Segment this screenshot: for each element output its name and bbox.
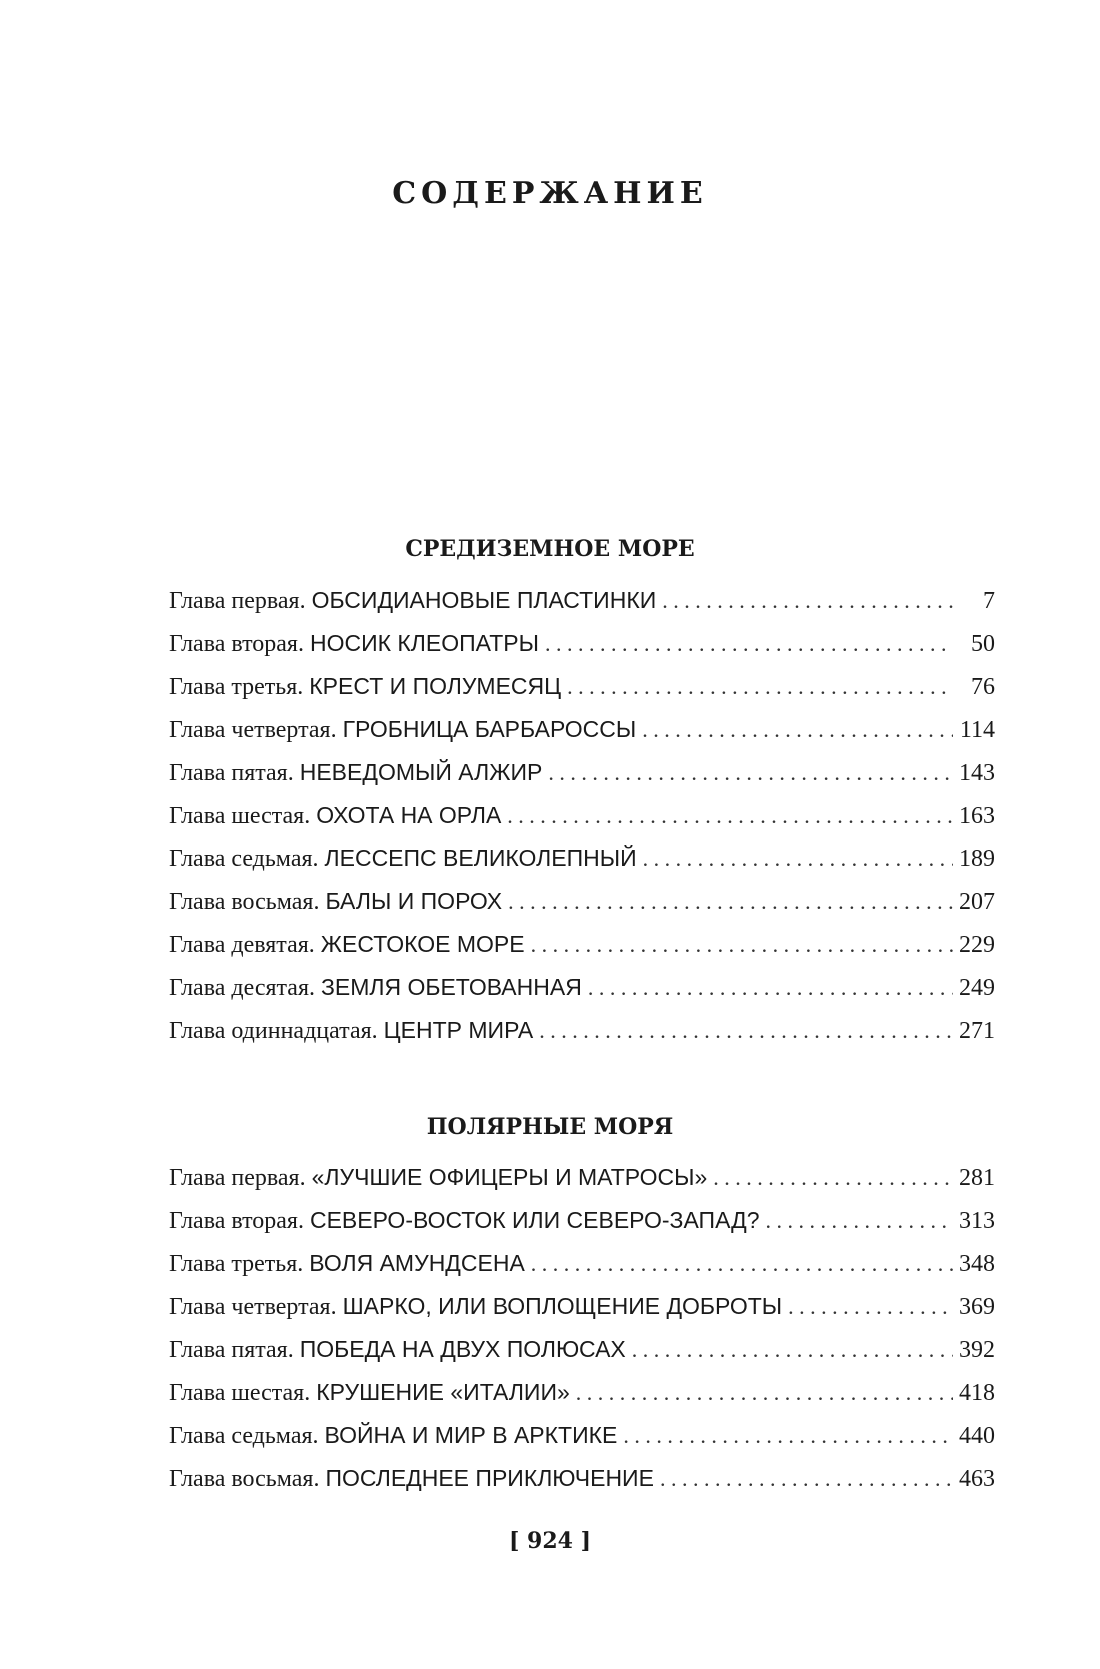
toc-entry[interactable] [169,587,995,630]
dot-leader [545,631,953,657]
page-number: 463 [959,1466,995,1492]
chapter-number: Глава третья. [169,1251,304,1277]
chapter-title: СЕВЕРО-ВОСТОК ИЛИ СЕВЕРО-ЗАПАД? [309,1207,760,1233]
dot-leader [531,932,953,958]
chapter-title: ЖЕСТОКОЕ МОРЕ [320,931,525,957]
chapter-number: Глава вторая. [169,1208,304,1234]
page-number: 143 [959,760,995,786]
chapter-title: КРЕСТ И ПОЛУМЕСЯЦ [309,673,562,699]
dot-leader [576,1380,953,1406]
toc-entry[interactable] [169,630,995,673]
chapter-title: ГРОБНИЦА БАРБАРОССЫ [342,716,637,742]
dot-leader [662,588,953,614]
dot-leader [642,717,953,743]
chapter-number: Глава девятая. [169,932,315,958]
toc-list-mediterranean [169,587,995,1060]
chapter-title: ПОСЛЕДНЕЕ ПРИКЛЮЧЕНИЕ [325,1465,654,1491]
chapter-number: Глава восьмая. [169,889,320,915]
chapter-number: Глава пятая. [169,760,294,786]
toc-list-polar [169,1164,995,1508]
chapter-number: Глава седьмая. [169,846,319,872]
chapter-title: ЛЕССЕПС ВЕЛИКОЛЕПНЫЙ [324,845,637,871]
dot-leader [632,1337,953,1363]
toc-entry[interactable] [169,802,995,845]
page-number: 348 [959,1251,995,1277]
dot-leader [539,1018,953,1044]
toc-entry[interactable] [169,1293,995,1336]
toc-entry[interactable] [169,845,995,888]
chapter-number: Глава первая. [169,588,306,614]
page-number: 229 [959,932,995,958]
chapter-number: Глава третья. [169,674,304,700]
chapter-number: Глава пятая. [169,1337,294,1363]
dot-leader [588,975,953,1001]
chapter-title: ПОБЕДА НА ДВУХ ПОЛЮСАХ [299,1336,626,1362]
chapter-title: ЗЕМЛЯ ОБЕТОВАННАЯ [321,974,582,1000]
toc-entry[interactable] [169,1250,995,1293]
chapter-number: Глава шестая. [169,803,311,829]
section-heading-polar: ПОЛЯРНЫЕ МОРЯ [426,1114,674,1140]
page-number: 163 [959,803,995,829]
page-folio: [ 924 ] [508,1528,592,1554]
dot-leader [660,1466,953,1492]
page-title: СОДЕРЖАНИЕ [392,176,708,211]
toc-entry[interactable] [169,1422,995,1465]
dot-leader [531,1251,953,1277]
page-number: 392 [959,1337,995,1363]
page-number: 7 [983,588,995,614]
section-heading-mediterranean: СРЕДИЗЕМНОЕ МОРЕ [405,536,695,562]
toc-entry[interactable] [169,716,995,759]
dot-leader [507,803,953,829]
dot-leader [567,674,953,700]
page-number: 440 [959,1423,995,1449]
page-number: 418 [959,1380,995,1406]
chapter-title: КРУШЕНИЕ «ИТАЛИИ» [316,1379,570,1405]
toc-entry[interactable] [169,931,995,974]
dot-leader [508,889,953,915]
chapter-title: «ЛУЧШИЕ ОФИЦЕРЫ И МАТРОСЫ» [311,1164,708,1190]
toc-entry[interactable] [169,1017,995,1060]
dot-leader [713,1165,953,1191]
page-number: 114 [959,717,995,743]
toc-entry[interactable] [169,1164,995,1207]
dot-leader [788,1294,953,1320]
page-number: 76 [971,674,995,700]
chapter-number: Глава восьмая. [169,1466,320,1492]
toc-entry[interactable] [169,1207,995,1250]
page-number: 281 [959,1165,995,1191]
chapter-title: ШАРКО, ИЛИ ВОПЛОЩЕНИЕ ДОБРОТЫ [342,1293,783,1319]
dot-leader [643,846,953,872]
chapter-number: Глава одиннадцатая. [169,1018,378,1044]
chapter-title: НЕВЕДОМЫЙ АЛЖИР [299,759,543,785]
chapter-title: ЦЕНТР МИРА [383,1017,534,1043]
page-number: 249 [959,975,995,1001]
toc-entry[interactable] [169,974,995,1017]
chapter-number: Глава вторая. [169,631,304,657]
chapter-number: Глава четвертая. [169,1294,337,1320]
chapter-title: ВОЙНА И МИР В АРКТИКЕ [324,1422,618,1448]
page-number: 50 [971,631,995,657]
chapter-title: НОСИК КЛЕОПАТРЫ [309,630,539,656]
page-number: 189 [959,846,995,872]
chapter-title: ОХОТА НА ОРЛА [316,802,502,828]
page-number: 207 [959,889,995,915]
chapter-number: Глава десятая. [169,975,315,1001]
toc-entry[interactable] [169,1465,995,1508]
chapter-number: Глава шестая. [169,1380,311,1406]
chapter-number: Глава четвертая. [169,717,337,743]
toc-entry[interactable] [169,1336,995,1379]
toc-entry[interactable] [169,673,995,716]
toc-entry[interactable] [169,1379,995,1422]
dot-leader [548,760,953,786]
page-number: 313 [959,1208,995,1234]
toc-entry[interactable] [169,759,995,802]
chapter-title: ВОЛЯ АМУНДСЕНА [309,1250,525,1276]
toc-entry[interactable] [169,888,995,931]
chapter-title: БАЛЫ И ПОРОХ [325,888,503,914]
page-number: 369 [959,1294,995,1320]
dot-leader [623,1423,953,1449]
page-number: 271 [959,1018,995,1044]
chapter-number: Глава седьмая. [169,1423,319,1449]
dot-leader [766,1208,953,1234]
chapter-title: ОБСИДИАНОВЫЕ ПЛАСТИНКИ [311,587,657,613]
chapter-number: Глава первая. [169,1165,306,1191]
